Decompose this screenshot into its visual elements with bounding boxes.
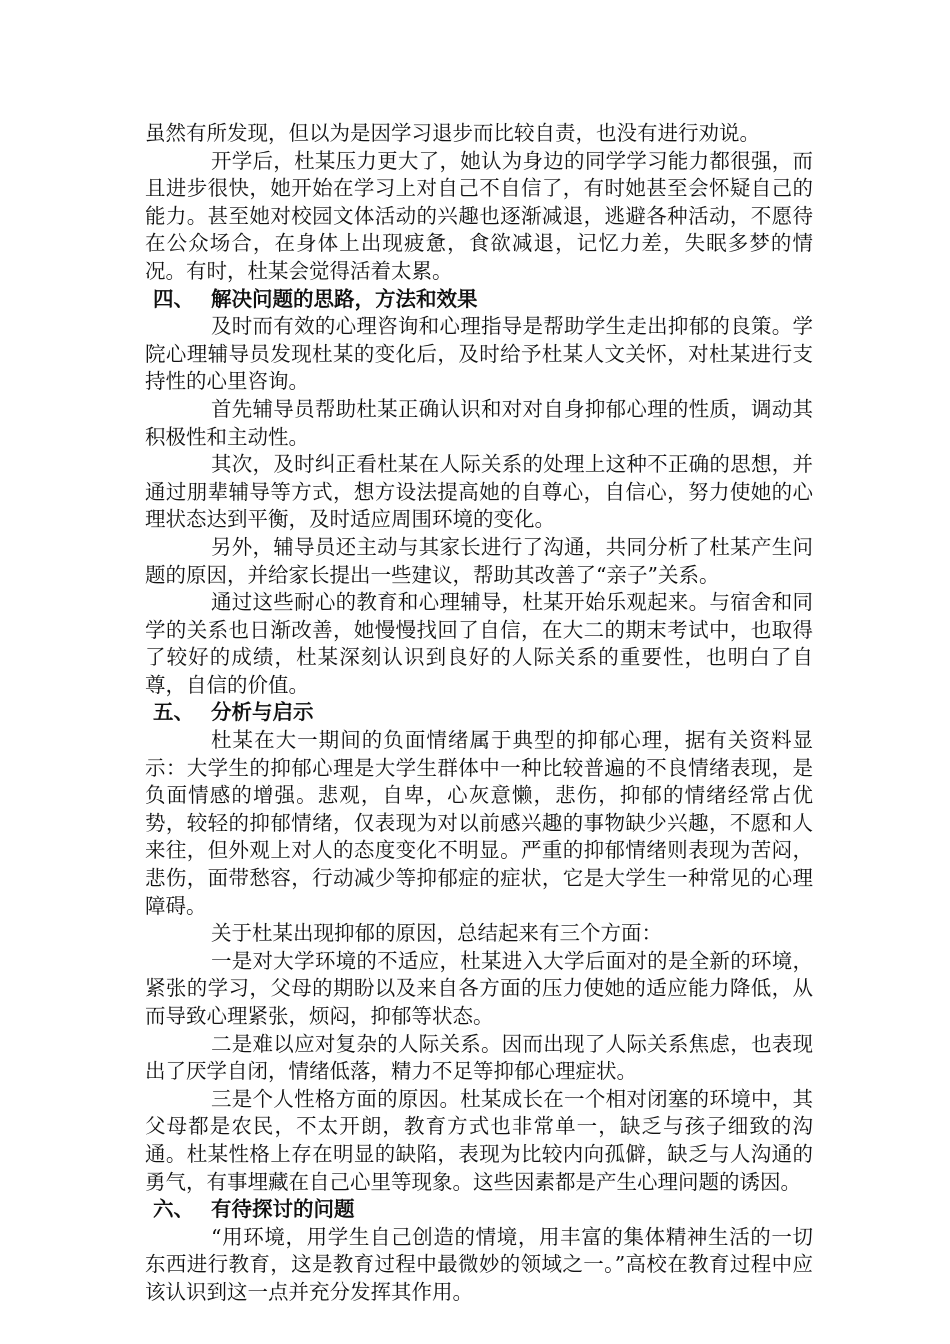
paragraph: 通过这些耐心的教育和心理辅导，杜某开始乐观起来。与宿舍和同学的关系也日渐改善，她慢慢找回了自信，在大二的期末考试中，也取得了较好的成绩，杜某深刻认识到良好的人际关系的重要性，也明白了自尊，自信的价值。: [145, 590, 813, 697]
section-heading-4: [145, 286, 813, 314]
paragraph: 一是对大学环境的不适应，杜某进入大学后面对的是全新的环境，紧张的学习，父母的期盼以及来自各方面的压力使她的适应能力降低，从而导致心理紧张，烦闷，抑郁等状态。: [145, 948, 813, 1028]
paragraph: 三是个人性格方面的原因。杜某成长在一个相对闭塞的环境中，其父母都是农民，不太开朗，教育方式也非常单一，缺乏与孩子细致的沟通。杜某性格上存在明显的缺陷，表现为比较内向孤僻，缺乏与人沟通的勇气，有事埋藏在自己心里等现象。这些因素都是产生心理问题的诱因。: [145, 1086, 813, 1194]
paragraph: 二是难以应对复杂的人际关系。因而出现了人际关系焦虑，也表现出了厌学自闭，情绪低落，精力不足等抑郁心理症状。: [145, 1031, 813, 1084]
section-number: 五、: [153, 700, 194, 725]
section-number: 四、: [153, 286, 194, 311]
section-title: 解决问题的思路，方法和效果: [211, 286, 478, 311]
section-heading-6: [145, 1196, 813, 1224]
paragraph: 杜某在大一期间的负面情绪属于典型的抑郁心理，据有关资料显示：大学生的抑郁心理是大学生群体中一种比较普遍的不良情绪表现，是负面情感的增强。悲观，自卑，心灰意懒，悲伤，抑郁的情绪经常占优势，较轻的抑郁情绪，仅表现为对以前感兴趣的事物缺少兴趣，不愿和人来往，但外观上对人的态度变化不明显。严重的抑郁情绪则表现为苦闷，悲伤，面带愁容，行动减少等抑郁症的症状，它是大学生一种常见的心理障碍。: [145, 728, 813, 918]
paragraph: 开学后，杜某压力更大了，她认为身边的同学学习能力都很强，而且进步很快，她开始在学习上对自己不自信了，有时她甚至会怀疑自己的能力。甚至她对校园文体活动的兴趣也逐渐减退，逃避各种活动，不愿待在公众场合，在身体上出现疲惫，食欲减退，记忆力差，失眠多梦的情况。有时，杜某会觉得活着太累。: [145, 148, 813, 283]
section-title: 分析与启示: [211, 700, 314, 725]
section-number: 六、: [153, 1197, 194, 1222]
paragraph: 虽然有所发现，但以为是因学习退步而比较自责，也没有进行劝说。: [145, 121, 760, 145]
paragraph: “用环境，用学生自己创造的情境，用丰富的集体精神生活的一切东西进行教育，这是教育过程中最微妙的领域之一。”高校在教育过程中应该认识到这一点并充分发挥其作用。: [145, 1224, 813, 1304]
paragraph: 首先辅导员帮助杜某正确认识和对对自身抑郁心理的性质，调动其积极性和主动性。: [145, 396, 813, 449]
document-body: [145, 120, 813, 1307]
paragraph: 及时而有效的心理咨询和心理指导是帮助学生走出抑郁的良策。学院心理辅导员发现杜某的变化后，及时给予杜某人文关怀，对杜某进行支持性的心里咨询。: [145, 314, 813, 394]
section-title: 有待探讨的问题: [211, 1197, 355, 1222]
paragraph: 其次，及时纠正看杜某在人际关系的处理上这种不正确的思想，并通过朋辈辅导等方式，想方设法提高她的自尊心，自信心，努力使她的心理状态达到平衡，及时适应周围环境的变化。: [145, 452, 813, 532]
paragraph: 关于杜某出现抑郁的原因，总结起来有三个方面：: [211, 921, 662, 946]
section-heading-5: [145, 699, 813, 727]
paragraph: 另外，辅导员还主动与其家长进行了沟通，共同分析了杜某产生问题的原因，并给家长提出一些建议，帮助其改善了“亲子”关系。: [145, 534, 813, 587]
